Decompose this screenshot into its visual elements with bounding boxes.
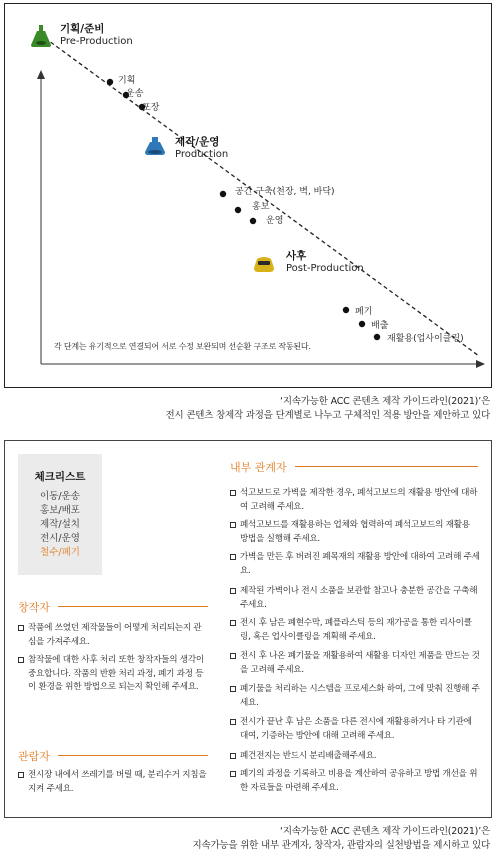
stage-subtitle: Post-Production	[286, 263, 364, 274]
checklist-item: 폐건전지는 반드시 분리배출해주세요.	[230, 750, 480, 764]
step-dot	[374, 334, 380, 340]
caption-line: 지속가능을 위한 내부 관계자, 창작자, 관람자의 실천방법을 제시하고 있다	[192, 840, 490, 851]
caption-line: ‘지속가능한 ACC 콘텐츠 제작 가이드라인(2021)’은	[280, 826, 490, 837]
step-label: 폐기	[355, 307, 373, 317]
blue-flask-icon	[144, 136, 166, 156]
checklist-item: 폐석고보드를 재활용하는 업체와 협력하여 폐석고보드의 재활용 방법을 실행해 주세요.	[230, 519, 480, 546]
stage-subtitle: Production	[175, 149, 229, 160]
step-dot	[343, 307, 349, 313]
stage-nav-item-active: 철수/폐기	[40, 547, 80, 558]
caption-line: 전시 콘텐츠 창제작 과정을 단계별로 나누고 구체적인 적용 방안을 제안하고 있다	[165, 410, 490, 421]
checkbox-icon	[230, 588, 236, 594]
checklist-item: 전시 후 나온 폐기물을 재활용하여 새활용 디자인 제품을 만드는 것을 고려해 주세요.	[230, 650, 480, 677]
diagram-note: 각 단계는 유기적으로 연결되어 서로 수정 보완되며 선순환 구조로 작동된다.	[54, 342, 311, 351]
flow-dashed-line	[45, 38, 479, 356]
checkbox-icon	[18, 657, 24, 663]
step-dot	[220, 191, 226, 197]
checklist-item: 석고보드로 가벽을 제작한 경우, 폐석고보드의 재활용 방안에 대하여 고려해 주세요.	[230, 487, 480, 514]
checklist-item: 작품에 쓰였던 제작물들이 어떻게 처리되는지 관심을 가져주세요.	[18, 622, 208, 649]
section-heading: 창작자	[18, 601, 50, 614]
step-dot	[235, 207, 241, 213]
step-label: 운영	[266, 216, 284, 226]
stage-title: 사후	[286, 250, 307, 262]
stage-subtitle: Pre-Production	[60, 36, 133, 47]
stage-nav-item: 이동/운송	[40, 491, 80, 502]
section-heading: 내부 관계자	[230, 461, 287, 474]
checklist-item: 참작물에 대한 사후 처리 또한 창작자들의 생각이 중요합니다. 작품의 반환 처리 과정, 폐기 과정 등이 환경을 위한 방법으로 되는지 확인해 주세요.	[18, 654, 208, 695]
checkbox-icon	[230, 753, 236, 759]
stage-nav-item: 전시/운영	[40, 533, 80, 544]
step-label: 홍보	[252, 202, 270, 212]
vertical-axis-arrow	[37, 70, 45, 79]
stage-nav-item: 제작/설치	[40, 519, 80, 530]
checklist-item: 폐기물을 처리하는 시스템을 프로세스화 하여, 그에 맞춰 진행해 주세요.	[230, 683, 480, 710]
step-dot	[359, 321, 365, 327]
checkbox-icon	[18, 772, 24, 778]
checklist-stage-panel	[18, 454, 102, 575]
checklist-item: 제작된 가벽이나 전시 소품을 보관할 참고나 충분한 공간을 구축해 주세요.	[230, 585, 480, 612]
checkbox-icon	[230, 719, 236, 725]
checklist-item: 전시 후 남은 폐현수막, 폐플라스틱 등의 재가공을 통한 리사이클링, 혹은 업사이클링을 계획해 주세요.	[230, 617, 480, 644]
stage-title: 제작/운영	[175, 136, 220, 148]
caption-line: ‘지속가능한 ACC 콘텐츠 제작 가이드라인(2021)’은	[280, 396, 490, 407]
step-dot	[107, 79, 113, 85]
checkbox-icon	[230, 490, 236, 496]
section-heading: 관람자	[18, 750, 50, 763]
checklist-title: 체크리스트	[34, 471, 86, 483]
checkbox-icon	[230, 522, 236, 528]
step-label: 재활용(업사이클링)	[387, 334, 464, 344]
checkbox-icon	[18, 625, 24, 631]
step-label: 운송	[126, 89, 144, 99]
step-label: 기획	[118, 76, 136, 86]
checklist-item: 전시가 끝난 후 남은 소품을 다른 전시에 재활용하거나 타 기관에 대여, 기증하는 방안에 대해 고려해 주세요.	[230, 716, 480, 743]
green-bottle-icon	[30, 24, 52, 48]
stage-nav-item: 홍보/배포	[40, 505, 80, 516]
step-label: 포장	[142, 103, 160, 113]
section-divider	[58, 606, 208, 607]
horizontal-axis-arrow	[476, 360, 485, 368]
step-label: 배출	[371, 321, 389, 331]
checkbox-icon	[230, 554, 236, 560]
section-divider	[58, 755, 208, 756]
checklist-item: 전시장 내에서 쓰레기를 버릴 때, 분리수거 지침을 지켜 주세요.	[18, 769, 208, 796]
checkbox-icon	[230, 620, 236, 626]
step-label: 공간 구축(천장, 벽, 바닥)	[235, 187, 335, 197]
checklist-item: 가벽을 만든 후 버려진 폐목재의 재활용 방안에 대하여 고려해 주세요.	[230, 551, 480, 578]
step-dot	[250, 218, 256, 224]
section-divider	[295, 466, 478, 467]
checkbox-icon	[230, 653, 236, 659]
checkbox-icon	[230, 686, 236, 692]
checklist-item: 폐기의 과정을 기록하고 비용을 계산하여 공유하고 방법 개선을 위한 자료들을 마련해 주세요.	[230, 768, 480, 795]
yellow-jar-icon	[253, 254, 275, 274]
checkbox-icon	[230, 771, 236, 777]
stage-title: 기획/준비	[60, 23, 105, 35]
